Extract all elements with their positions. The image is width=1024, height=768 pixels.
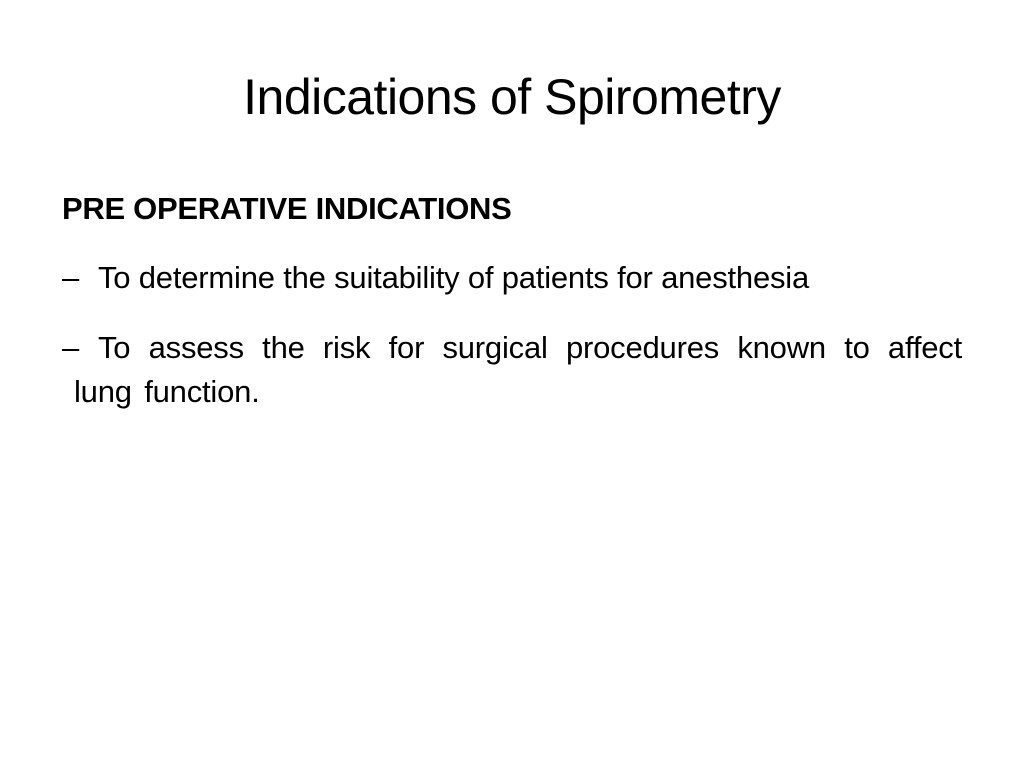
- dash-bullet-icon: –: [62, 330, 80, 365]
- bullet-text: To determine the suitability of patients for anesthesia: [98, 260, 810, 295]
- bullet-item: [62, 256, 962, 300]
- bullet-text: To assess the risk for surgical procedures known to affect lung function.: [74, 330, 962, 409]
- section-heading: PRE OPERATIVE INDICATIONS: [62, 191, 512, 226]
- slide-title: Indications of Spirometry: [243, 69, 781, 125]
- dash-bullet-icon: –: [62, 260, 80, 295]
- bullet-item: [62, 326, 962, 414]
- slide-body: [62, 188, 962, 440]
- bullet-list: [62, 256, 962, 414]
